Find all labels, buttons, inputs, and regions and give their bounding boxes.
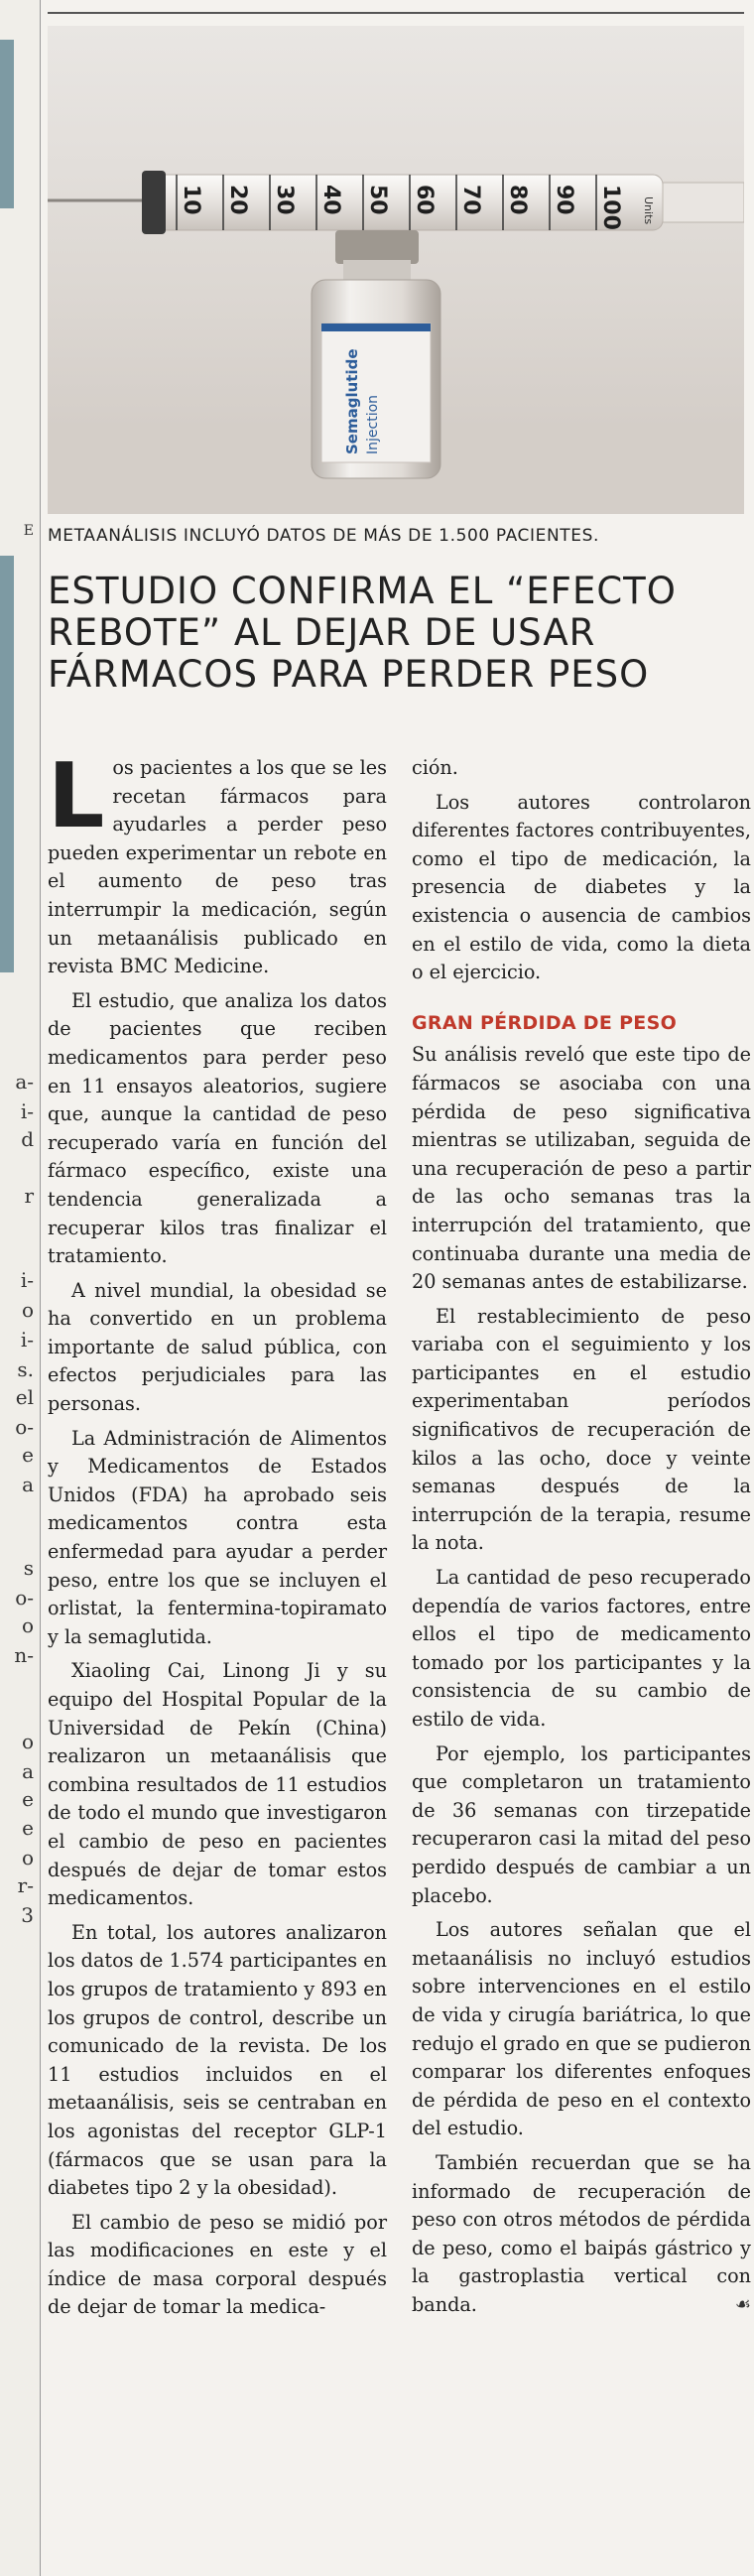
paragraph: ción. bbox=[412, 756, 458, 779]
article-column-right bbox=[412, 754, 751, 2325]
syringe-plunger-tip bbox=[142, 171, 166, 234]
article-photo bbox=[48, 26, 744, 514]
adjacent-column-fragments bbox=[0, 0, 41, 2576]
syringe-scale-label: 60 bbox=[412, 185, 437, 215]
gutter-fragment: a- bbox=[15, 1070, 34, 1094]
gutter-fragment: i- bbox=[20, 1328, 34, 1352]
syringe-scale-label: 100 bbox=[598, 185, 623, 230]
gutter-fragment: s. bbox=[17, 1357, 34, 1381]
gutter-fragment: o bbox=[21, 1730, 34, 1753]
paragraph: Xiaoling Cai, Linong Ji y su equipo del Hospital Popular de la Universidad de Pekín (China) realizaron un metaanálisis que combina resultados de 11 estudios de todo el mundo que investigaron el cambio de peso en pacientes después de dejar de tomar estos medicamentos. bbox=[48, 1659, 387, 1910]
syringe-scale-unit: Units bbox=[642, 196, 655, 225]
syringe-scale-label: 30 bbox=[272, 185, 297, 215]
gutter-fragment: i- bbox=[20, 1099, 34, 1123]
syringe-scale-label: 10 bbox=[179, 185, 203, 215]
syringe-scale-label: 80 bbox=[505, 185, 530, 215]
paragraph: El estudio, que analiza los datos de pacientes que reciben medicamentos para perder peso en 11 ensayos aleatorios, sugiere que, aunque la cantidad de peso recuperado varía en función del fármaco específico, existe una tendencia generalizada a recuperar kilos tras finalizar el tratamiento. bbox=[48, 988, 387, 1268]
article-headline: ESTUDIO CONFIRMA EL “EFECTO REBOTE” AL DEJAR DE USAR FÁRMACOS PARA PERDER PESO bbox=[48, 570, 677, 696]
syringe-scale-label: 20 bbox=[225, 185, 250, 215]
gutter-fragment: d bbox=[21, 1127, 34, 1151]
gutter-fragment: E bbox=[23, 523, 34, 539]
syringe-flange bbox=[663, 183, 744, 222]
vial-cap bbox=[335, 230, 419, 264]
vial-label-stripe bbox=[321, 323, 431, 331]
gutter-fragment: s bbox=[23, 1556, 34, 1580]
gutter-fragment: o- bbox=[15, 1586, 34, 1610]
paragraph: La Administración de Alimentos y Medicamentos de Estados Unidos (FDA) ha aprobado seis medicamentos contra esta enfermedad para ayudar a perder peso, entre los que se incluyen el orlistat, la fentermina-topiramato y la semaglutida. bbox=[48, 1426, 387, 1648]
syringe-scale-label: 90 bbox=[552, 185, 576, 215]
gutter-fragment: r bbox=[24, 1184, 34, 1208]
gutter-fragment: i- bbox=[20, 1268, 34, 1292]
section-subheading: GRAN PÉRDIDA DE PESO bbox=[412, 1011, 678, 1034]
gutter-fragment: o bbox=[21, 1846, 34, 1869]
paragraph: Los pacientes a los que se les recetan fármacos para ayudarles a perder peso pueden experimentar un rebote en el aumento de peso tras interrumpir la medicación, según un metaanálisis publicado en revista BMC Medicine. bbox=[48, 744, 387, 978]
gutter-fragment: n- bbox=[14, 1643, 34, 1667]
vial-neck bbox=[343, 260, 411, 282]
gutter-fragment: e bbox=[22, 1443, 34, 1467]
page-top-rule bbox=[48, 12, 744, 14]
vial-label-line-1: Semaglutide bbox=[343, 348, 361, 454]
gutter-fragment: r- bbox=[17, 1873, 34, 1897]
syringe-scale-label: 70 bbox=[458, 185, 483, 215]
gutter-fragment: e bbox=[22, 1787, 34, 1811]
gutter-fragment: o bbox=[21, 1613, 34, 1637]
end-of-article-mark: ☙ bbox=[734, 2293, 751, 2315]
gutter-fragment: o bbox=[21, 1298, 34, 1322]
gutter-fragment: o- bbox=[15, 1415, 34, 1439]
adjacent-photo-edge bbox=[0, 556, 14, 972]
syringe-scale-label: 40 bbox=[318, 185, 343, 215]
paragraph: Los autores controlaron diferentes factores contribuyentes, como el tipo de medicación, la presencia de diabetes y la existencia o ausencia de cambios en el estilo de vida, como la dieta o el ejercicio. bbox=[412, 790, 751, 984]
paragraph: La cantidad de peso recuperado dependía de varios factores, entre ellos el tipo de medicamento tomado por los participantes y la consistencia de su cambio de estilo de vida. bbox=[412, 1566, 751, 1731]
dropcap: L bbox=[48, 744, 105, 848]
adjacent-photo-edge bbox=[0, 40, 14, 208]
gutter-fragment: a bbox=[22, 1473, 34, 1496]
syringe-barrel bbox=[147, 175, 663, 230]
paragraph: Por ejemplo, los participantes que completaron un tratamiento de 36 semanas con tirzepatide recuperaron casi la mitad del peso perdido después de cambiar a un placebo. bbox=[412, 1741, 751, 1907]
paragraph: En total, los autores analizaron los datos de 1.574 participantes en los grupos de tratamiento y 893 en los grupos de control, describe un comunicado de la revista. De los 11 estudios incluidos en el metaanálisis, seis se centraban en los agonistas del receptor GLP-1 (fármacos que se usan para la diabetes tipo 2 y la obesidad). bbox=[48, 1920, 387, 2200]
gutter-fragment: el bbox=[15, 1385, 34, 1409]
paragraph: Los autores señalan que el metaanálisis no incluyó estudios sobre intervenciones en el estilo de vida y cirugía bariátrica, lo que redujo el grado en que se pudieron comparar los diferentes enfoques de pérdida de peso en el contexto del estudio. bbox=[412, 1918, 751, 2140]
gutter-fragment: 3 bbox=[21, 1903, 34, 1927]
photo-caption: METAANÁLISIS INCLUYÓ DATOS DE MÁS DE 1.500 PACIENTES. bbox=[48, 526, 599, 546]
vial-label-line-2: Injection bbox=[365, 394, 381, 454]
paragraph: El cambio de peso se midió por las modificaciones en este y el índice de masa corporal después de dejar de tomar la medica- bbox=[48, 2210, 387, 2319]
paragraph: Su análisis reveló que este tipo de fármacos se asociaba con una pérdida de peso significativa mientras se utilizaban, seguida de una recuperación de peso a partir de las ocho semanas tras la interrupción del tratamiento, que continuaba durante una media de 20 semanas antes de estabilizarse. bbox=[412, 1043, 751, 1294]
syringe-scale-label: 50 bbox=[365, 185, 390, 215]
paragraph: También recuerdan que se ha informado de recuperación de peso con otros métodos de pérdida de peso, como el baipás gástrico y la gastroplastia vertical con banda. ☙ bbox=[412, 2149, 751, 2320]
syringe-and-vial-illustration bbox=[48, 26, 744, 514]
gutter-fragment: e bbox=[22, 1816, 34, 1840]
gutter-fragment: a bbox=[22, 1759, 34, 1783]
paragraph: A nivel mundial, la obesidad se ha convertido en un problema importante de salud pública, con efectos perjudiciales para las personas. bbox=[48, 1278, 387, 1416]
article-column-left bbox=[48, 744, 387, 2328]
paragraph: El restablecimiento de peso variaba con el seguimiento y los participantes en el estudio experimentaban períodos significativos de recuperación de kilos a las ocho, doce y veinte semanas después de la interrupción de la terapia, resume la nota. bbox=[412, 1304, 751, 1555]
